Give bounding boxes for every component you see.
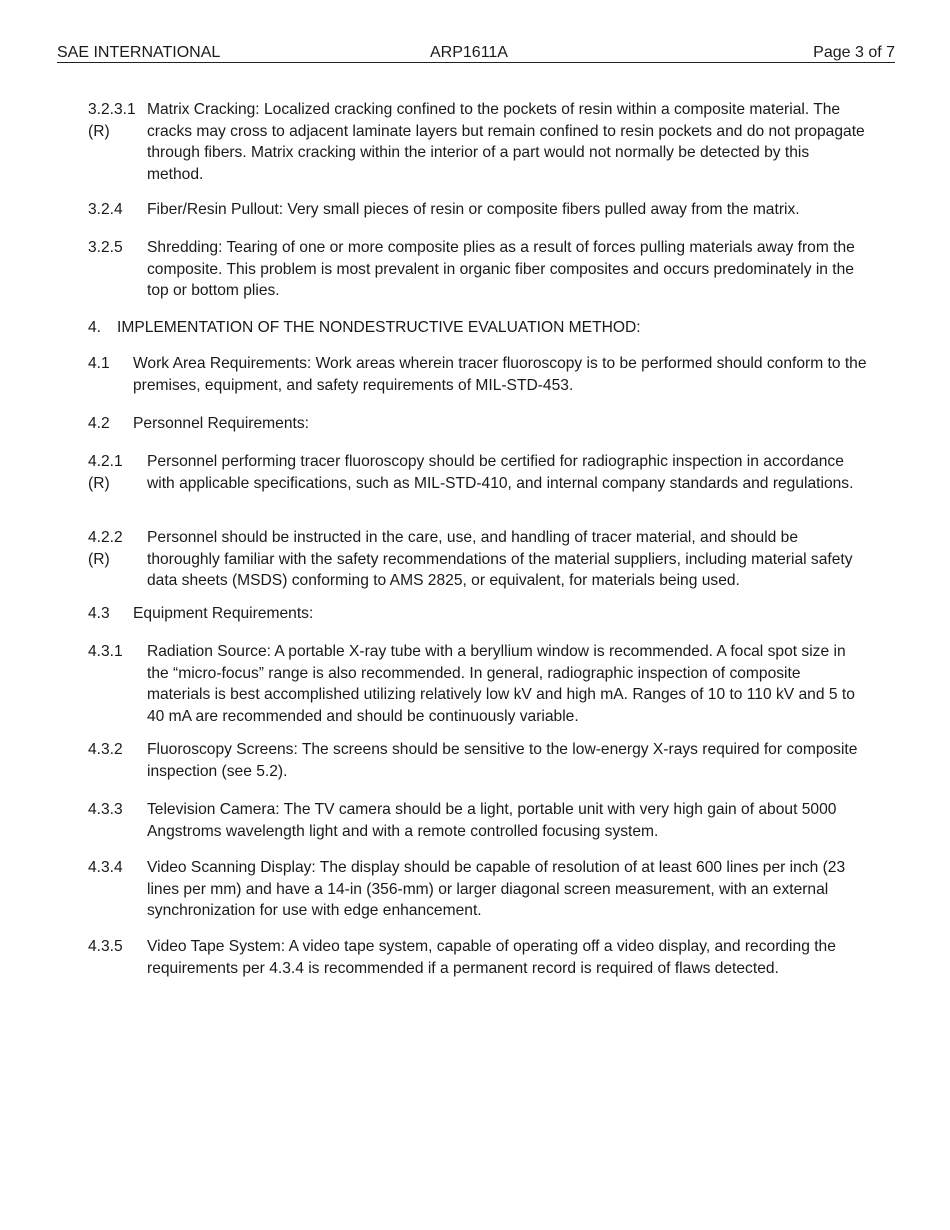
header-document-number: ARP1611A <box>430 44 508 61</box>
paragraph-4-3-1 <box>88 641 868 727</box>
section-number: 4.2.2 <box>88 529 123 546</box>
paragraph-3-2-3-1 <box>88 99 868 185</box>
section-number: 3.2.3.1 <box>88 101 136 118</box>
revision-marker: (R) <box>88 474 110 492</box>
section-number: 4.3.1 <box>88 643 123 660</box>
paragraph-text: Fluoroscopy Screens: The screens should be sensitive to the low-energy X-rays required for composite inspection (see 5.2). <box>147 741 858 780</box>
section-number: 4.2 <box>88 415 110 432</box>
section-number: 4.2.1 <box>88 453 123 470</box>
section-number: 3.2.4 <box>88 201 123 218</box>
paragraph-4-2-1 <box>88 451 868 494</box>
paragraph-4-2 <box>88 413 868 435</box>
revision-marker: (R) <box>88 550 110 568</box>
section-number: 4.3.3 <box>88 801 123 818</box>
paragraph-text: Work Area Requirements: Work areas wherein tracer fluoroscopy is to be performed should conform to the premises, equipment, and safety requirements of MIL-STD-453. <box>133 355 867 394</box>
paragraph-text: Fiber/Resin Pullout: Very small pieces of resin or composite fibers pulled away from the matrix. <box>147 201 800 218</box>
paragraph-text: Personnel Requirements: <box>133 415 309 432</box>
section-number: 3.2.5 <box>88 239 123 256</box>
paragraph-4-3-3 <box>88 799 868 842</box>
page-header <box>57 40 895 63</box>
section-heading-4 <box>88 317 868 339</box>
paragraph-text: Matrix Cracking: Localized cracking confined to the pockets of resin within a composite material. The cracks may cross to adjacent laminate layers but remain confined to resin pockets and do not propagate through fibers. Matrix cracking within the interior of a part would not normally be detected by this method. <box>147 101 865 183</box>
paragraph-text: Radiation Source: A portable X-ray tube with a beryllium window is recommended. A focal spot size in the “micro-focus” range is also recommended. In general, radiographic inspection of composite materials is best accomplished utilizing relatively low kV and high mA. Ranges of 10 to 110 kV and 5 to 40 mA are recommended and should be continuously variable. <box>147 643 855 725</box>
paragraph-4-3-5 <box>88 936 868 979</box>
header-organization: SAE INTERNATIONAL <box>57 44 221 61</box>
paragraph-text: Equipment Requirements: <box>133 605 314 622</box>
paragraph-4-2-2 <box>88 527 868 592</box>
section-number: 4.1 <box>88 355 110 372</box>
section-heading-text: IMPLEMENTATION OF THE NONDESTRUCTIVE EVALUATION METHOD: <box>117 319 641 336</box>
section-number: 4.3.5 <box>88 938 123 955</box>
section-number: 4. <box>88 319 102 336</box>
paragraph-text: Shredding: Tearing of one or more composite plies as a result of forces pulling materials away from the composite. This problem is most prevalent in organic fiber composites and occurs predominately in the top or bottom plies. <box>147 239 855 299</box>
header-page-number: Page 3 of 7 <box>813 44 895 61</box>
paragraph-text: Video Scanning Display: The display should be capable of resolution of at least 600 lines per inch (23 lines per mm) and have a 14-in (356-mm) or larger diagonal screen measurement, with an external synchronization for use with edge enhancement. <box>147 859 846 919</box>
section-number: 4.3.2 <box>88 741 123 758</box>
revision-marker: (R) <box>88 122 110 140</box>
section-number: 4.3 <box>88 605 110 622</box>
paragraph-text: Video Tape System: A video tape system, capable of operating off a video display, and recording the requirements per 4.3.4 is recommended if a permanent record is required of flaws detected. <box>147 938 836 977</box>
paragraph-4-3-2 <box>88 739 868 782</box>
paragraph-3-2-4 <box>88 199 868 221</box>
paragraph-3-2-5 <box>88 237 868 302</box>
paragraph-4-3-4 <box>88 857 868 922</box>
section-number: 4.3.4 <box>88 859 123 876</box>
paragraph-text: Personnel performing tracer fluoroscopy should be certified for radiographic inspection in accordance with applicable specifications, such as MIL-STD-410, and internal company standards and regulations. <box>147 453 854 492</box>
paragraph-4-1 <box>88 353 868 396</box>
paragraph-4-3 <box>88 603 868 625</box>
paragraph-text: Personnel should be instructed in the care, use, and handling of tracer material, and should be thoroughly familiar with the safety recommendations of the material suppliers, including material safety data sheets (MSDS) conforming to AMS 2825, or equivalent, for materials being used. <box>147 529 853 589</box>
paragraph-text: Television Camera: The TV camera should be a light, portable unit with very high gain of about 5000 Angstroms wavelength light and with a remote controlled focusing system. <box>147 801 837 840</box>
